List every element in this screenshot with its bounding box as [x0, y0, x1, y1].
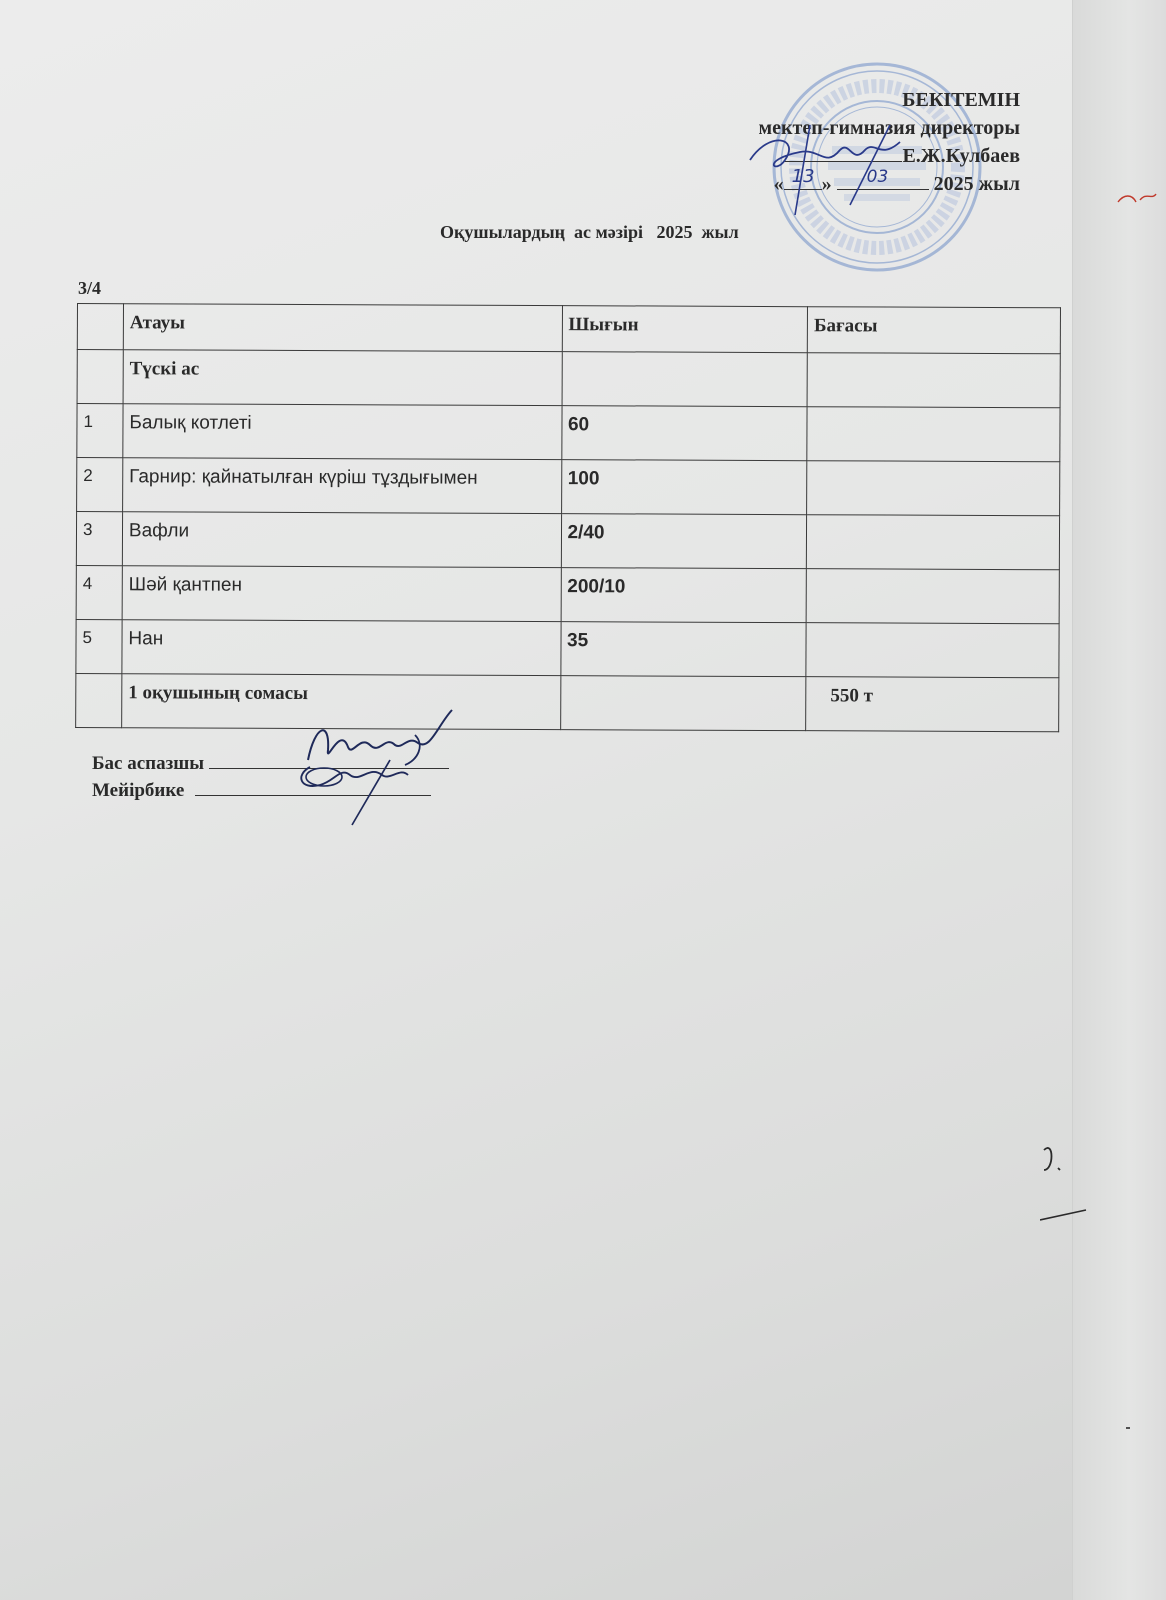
- row-price: [806, 515, 1059, 570]
- total-row: [76, 673, 1059, 731]
- document-title: Оқушылардың ас мәзірі 2025 жыл: [440, 222, 739, 242]
- approval-date: [758, 166, 1020, 198]
- header-price: Бағасы: [807, 307, 1060, 354]
- director-name: Е.Ж.Кулбаев: [902, 145, 1020, 167]
- header-name: Атауы: [123, 304, 562, 352]
- date-year: 2025 жыл: [933, 173, 1020, 195]
- section-label: Түскі ас: [123, 350, 562, 406]
- nurse-signature-line: [195, 777, 431, 796]
- total-label: 1 оқушының сомасы: [122, 674, 561, 730]
- row-num: 3: [76, 512, 122, 566]
- row-num: 1: [77, 404, 123, 458]
- row-qty: 200/10: [561, 568, 807, 623]
- row-qty: 60: [561, 406, 807, 461]
- section-num: [77, 350, 123, 404]
- table-header-row: [77, 304, 1060, 354]
- director-signature-line: [784, 143, 902, 162]
- page-number: 3/4: [78, 278, 102, 298]
- nurse-signature-row: [92, 777, 449, 804]
- director-position: мектеп-гимназия директоры: [758, 117, 1020, 139]
- table-row: [76, 619, 1059, 677]
- row-qty: 35: [560, 622, 806, 677]
- table-row: [76, 565, 1059, 623]
- row-name: Балық котлеті: [123, 404, 562, 460]
- total-qty: [560, 676, 806, 731]
- row-name: Гарнир: қайнатылған күріш тұздығымен: [123, 458, 562, 514]
- row-qty: 2/40: [561, 514, 807, 569]
- row-price: [807, 407, 1060, 462]
- date-day: 13: [791, 166, 815, 187]
- row-num: 5: [76, 619, 122, 673]
- row-num: 2: [77, 458, 123, 512]
- total-num: [76, 673, 122, 727]
- table-row: [77, 404, 1060, 462]
- row-name: Шәй қантпен: [122, 566, 561, 622]
- row-price: [807, 461, 1060, 516]
- date-month: 03: [866, 167, 889, 187]
- row-name: Вафли: [122, 512, 561, 568]
- total-price: 550 т: [806, 677, 1059, 732]
- staff-signatures: [92, 750, 449, 804]
- row-price: [806, 623, 1059, 678]
- header-qty: Шығын: [562, 306, 808, 353]
- section-row: [77, 350, 1060, 408]
- nurse-label: Мейірбике: [92, 780, 185, 801]
- date-close-quote: »: [821, 173, 832, 195]
- section-price: [807, 353, 1060, 408]
- chef-signature-row: [92, 750, 449, 777]
- row-name: Нан: [122, 620, 561, 676]
- chef-label: Бас аспазшы: [92, 753, 205, 774]
- section-qty: [562, 352, 808, 407]
- menu-table: [75, 303, 1061, 732]
- row-price: [806, 569, 1059, 624]
- approval-heading: БЕКІТЕМІН: [902, 89, 1020, 111]
- row-qty: 100: [561, 460, 807, 515]
- header-num: [77, 304, 123, 350]
- table-row: [76, 512, 1059, 570]
- table-row: [77, 458, 1060, 516]
- row-num: 4: [76, 565, 122, 619]
- date-open-quote: «: [773, 173, 784, 195]
- approval-block: [758, 86, 1020, 198]
- paper-edge-shadow: [1072, 0, 1166, 1600]
- date-month-field: [837, 167, 929, 190]
- chef-signature-line: [209, 750, 449, 769]
- date-day-field: [784, 166, 822, 190]
